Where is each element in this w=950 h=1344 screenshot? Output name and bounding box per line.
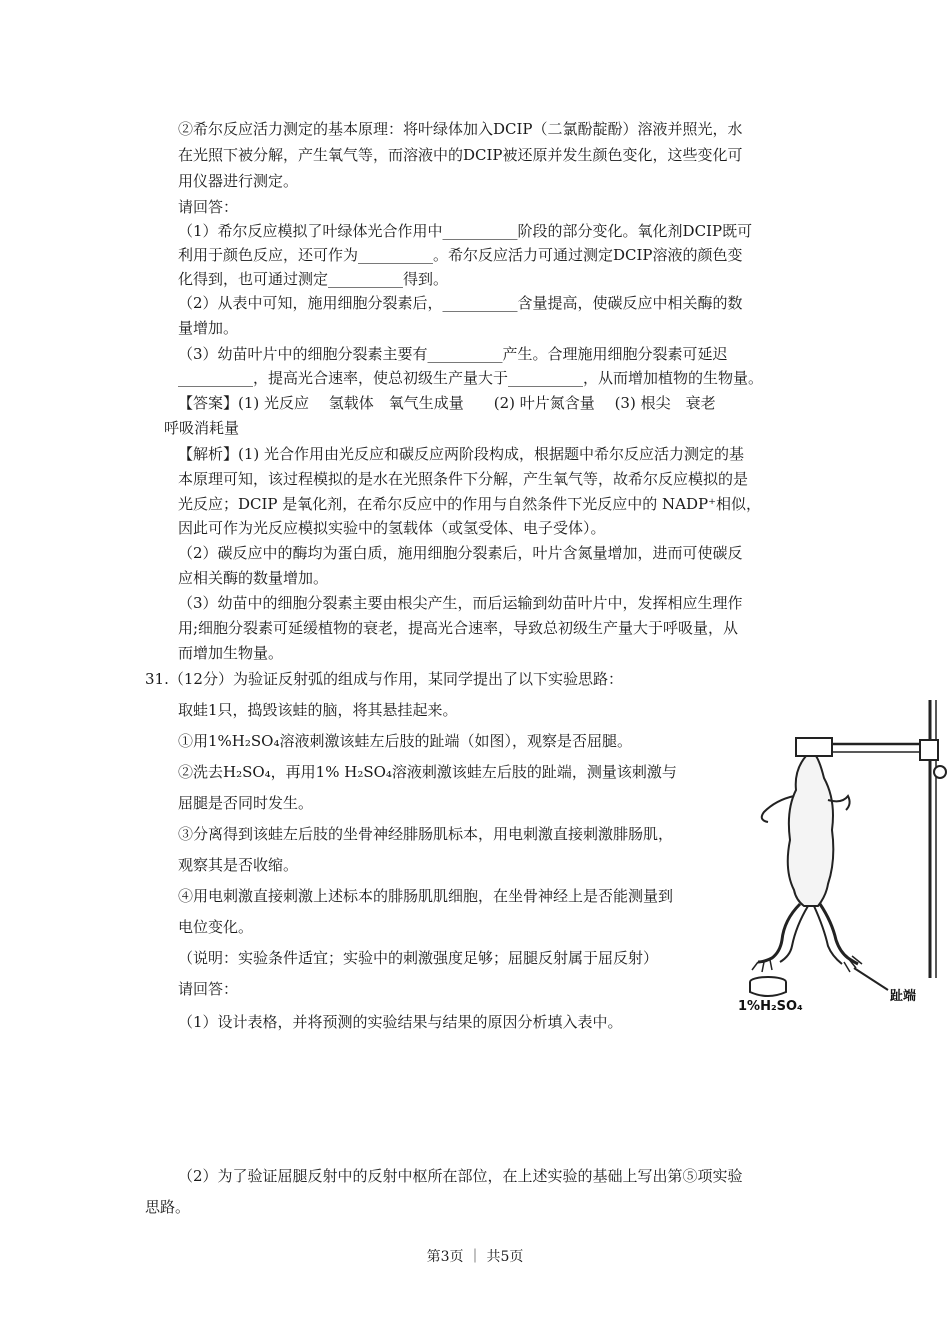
text-line-ex9: 而增加生物量。: [178, 644, 284, 662]
text-line-p4: 请回答：: [178, 198, 239, 216]
text-line-q3a: （3）幼苗叶片中的细胞分裂素主要有__________产生。合理施用细胞分裂素可延迟: [178, 345, 728, 363]
text-line-q3b: __________，提高光合速率，使总初级生产量大于__________，从而增加植物的生物量。: [178, 369, 764, 387]
text-line-q31: 31.（12分）为验证反射弧的组成与作用，某同学提出了以下实验思路：: [145, 670, 623, 688]
text-line-p3: 用仪器进行测定。: [178, 172, 299, 190]
text-line-t2b: 思路。: [145, 1198, 191, 1216]
text-line-s4a: ④用电刺激直接刺激上述标本的腓肠肌肌细胞，在坐骨神经上是否能测量到: [178, 887, 674, 905]
acid-label: 1%H₂SO₄: [738, 999, 803, 1014]
page-footer: 第3页 ｜ 共5页: [426, 1249, 524, 1265]
text-line-ex5: （2）碳反应中的酶均为蛋白质，施用细胞分裂素后，叶片含氮量增加，进而可使碳反: [178, 544, 743, 562]
text-line-ask: 请回答：: [178, 980, 239, 998]
text-line-q1b: 利用于颜色反应，还可作为__________。希尔反应活力可通过测定DCIP溶液的颜色变: [178, 246, 743, 264]
text-line-q1a: （1）希尔反应模拟了叶绿体光合作用中__________阶段的部分变化。氧化剂DCIP既可: [178, 222, 753, 240]
text-line-q1c: 化得到，也可通过测定__________得到。: [178, 270, 449, 288]
text-line-t2a: （2）为了验证屈腿反射中的反射中枢所在部位，在上述实验的基础上写出第⑤项实验: [178, 1167, 743, 1185]
text-line-ex4: 因此可作为光反应模拟实验中的氢载体（或氢受体、电子受体）。: [178, 519, 606, 537]
text-line-s3a: ③分离得到该蛙左后肢的坐骨神经腓肠肌标本，用电刺激直接刺激腓肠肌，: [178, 825, 674, 843]
text-line-ex7: （3）幼苗中的细胞分裂素主要由根尖产生，而后运输到幼苗叶片中，发挥相应生理作: [178, 594, 743, 612]
text-line-t1: （1）设计表格，并将预测的实验结果与结果的原因分析填入表中。: [178, 1013, 623, 1031]
frog-experiment-figure: [724, 700, 950, 1018]
text-line-ex8: 用;细胞分裂素可延缓植物的衰老，提高光合速率，导致总初级生产量大于呼吸量，从: [178, 619, 739, 637]
left-hind-leg: [758, 904, 800, 962]
text-line-ex3: 光反应；DCIP 是氧化剂，在希尔反应中的作用与自然条件下光反应中的 NADP⁺相似，: [178, 495, 762, 513]
text-line-ex6: 应相关酶的数量增加。: [178, 569, 329, 587]
toe-label: 趾端: [890, 989, 917, 1004]
text-line-s1: ①用1%H₂SO₄溶液刺激该蛙左后肢的趾端（如图），观察是否屈腿。: [178, 732, 632, 750]
text-line-s3b: 观察其是否收缩。: [178, 856, 299, 874]
text-line-ex1: 【解析】(1) 光合作用由光反应和碳反应两阶段构成，根据题中希尔反应活力测定的基: [178, 445, 745, 463]
text-line-note: （说明：实验条件适宜；实验中的刺激强度足够；屈腿反射属于屈反射）: [178, 949, 659, 967]
text-line-ans1: 【答案】(1) 光反应 氢载体 氧气生成量 (2) 叶片氮含量 (3) 根尖 衰老: [178, 394, 716, 412]
text-line-s2b: 屈腿是否同时发生。: [178, 794, 314, 812]
text-line-ex2: 本原理可知，该过程模拟的是水在光照条件下分解，产生氧气等，故希尔反应模拟的是: [178, 470, 749, 488]
toe-pointer: [854, 968, 888, 990]
text-line-ans2: 呼吸消耗量: [164, 419, 240, 437]
clamp: [796, 738, 832, 756]
text-line-q2a: （2）从表中可知，施用细胞分裂素后，__________含量提高，使碳反应中相关酶的数: [178, 294, 743, 312]
text-line-p1: ②希尔反应活力测定的基本原理：将叶绿体加入DCIP（二氯酚靛酚）溶液并照光，水: [178, 120, 743, 138]
text-line-s4b: 电位变化。: [178, 918, 254, 936]
text-line-s2a: ②洗去H₂SO₄，再用1% H₂SO₄溶液刺激该蛙左后肢的趾端，测量该刺激与: [178, 763, 677, 781]
frog-body: [788, 756, 834, 906]
text-line-s0: 取蛙1只，捣毁该蛙的脑，将其悬挂起来。: [178, 701, 458, 719]
text-line-p2: 在光照下被分解，产生氧气等，而溶液中的DCIP被还原并发生颜色变化，这些变化可: [178, 146, 743, 164]
text-line-q2b: 量增加。: [178, 319, 239, 337]
